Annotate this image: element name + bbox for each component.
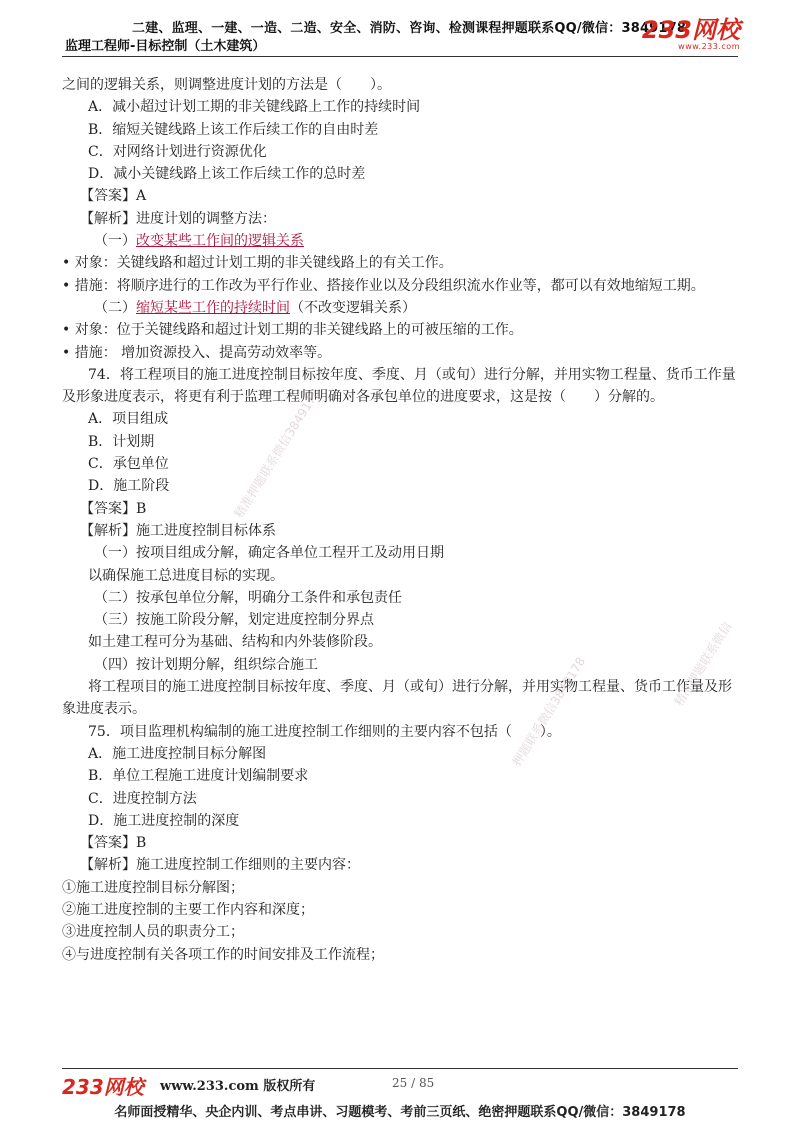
highlight-text: 缩短某些工作的持续时间 bbox=[136, 299, 290, 316]
header-promo-line: 二建、监理、一建、一造、二造、安全、消防、咨询、检测课程押题联系QQ/微信：3849178 bbox=[132, 21, 687, 36]
bullet-item: • 对象：关键线路和超过计划工期的非关键线路上的有关工作。 bbox=[62, 255, 453, 272]
footer-promo-line: 名师面授精华、央企内训、考点串讲、习题模考、考前三页纸、绝密押题联系QQ/微信：3849178 bbox=[114, 1105, 686, 1120]
document-body bbox=[62, 74, 738, 966]
answer-label: 【答案】B bbox=[80, 500, 147, 517]
brand-logo-url: www.233.com bbox=[678, 42, 740, 51]
analysis-item: （二）按承包单位分解，明确分工条件和承包责任 bbox=[94, 589, 402, 606]
option-c: C．进度控制方法 bbox=[88, 790, 197, 807]
analysis-text: 以确保施工总进度目标的实现。 bbox=[88, 567, 284, 584]
option-a: A．施工进度控制目标分解图 bbox=[88, 745, 267, 762]
option-b: B．缩短关键线路上该工作后续工作的自由时差 bbox=[88, 121, 379, 138]
brand-logo bbox=[642, 18, 740, 51]
analysis-text: 如土建工程可分为基础、结构和内外装修阶段。 bbox=[88, 634, 382, 651]
page-number: 25 / 85 bbox=[392, 1076, 435, 1090]
numbered-item: ③进度控制人员的职责分工； bbox=[62, 924, 244, 941]
heading-number: （二） bbox=[94, 299, 136, 316]
watermark-text: 精准押题联系微信 bbox=[671, 619, 735, 709]
bullet-item: • 对象：位于关键线路和超过计划工期的非关键线路上的可被压缩的工作。 bbox=[62, 322, 523, 339]
footer-copyright: www.233.com 版权所有 bbox=[160, 1079, 316, 1094]
bullet-item: • 措施：将顺序进行的工作改为平行作业、搭接作业以及分段组织流水作业等，都可以有效地缩短工期。 bbox=[62, 277, 705, 294]
analysis-paragraph: 将工程项目的施工进度控制目标按年度、季度、月（或旬）进行分解，并用实物工程量、货币工作量及形象进度表示。 bbox=[62, 679, 732, 718]
heading-note: （不改变逻辑关系） bbox=[290, 299, 416, 316]
option-b: B．计划期 bbox=[88, 433, 155, 450]
analysis-label: 【解析】进度计划的调整方法： bbox=[80, 210, 276, 227]
analysis-heading-1 bbox=[62, 230, 738, 252]
watermark-text: 精准押题联系微信3849178 bbox=[231, 386, 323, 521]
analysis-heading-2 bbox=[62, 297, 738, 319]
analysis-label: 【解析】施工进度控制目标体系 bbox=[80, 522, 276, 539]
numbered-item: ②施工进度控制的主要工作内容和深度； bbox=[62, 901, 314, 918]
highlight-text: 改变某些工作间的逻辑关系 bbox=[136, 233, 304, 250]
option-a: A．项目组成 bbox=[88, 411, 169, 428]
option-a: A．减小超过计划工期的非关键线路上工作的持续时间 bbox=[88, 99, 421, 116]
analysis-item: （四）按计划期分解，组织综合施工 bbox=[94, 656, 318, 673]
footer-logo: 233网校 bbox=[62, 1075, 144, 1099]
option-c: C．承包单位 bbox=[88, 456, 169, 473]
analysis-item: （一）按项目组成分解，确定各单位工程开工及动用日期 bbox=[94, 545, 444, 562]
brand-logo-mark: 233网校 bbox=[641, 16, 740, 44]
heading-number: （一） bbox=[94, 233, 136, 250]
question-74: 74．将工程项目的施工进度控制目标按年度、季度、月（或旬）进行分解，并用实物工程量、货币工作量及形象进度表示，将更有利于监理工程师明确对各承包单位的进度要求，这是按（ ）分解的。 bbox=[62, 366, 736, 406]
option-c: C．对网络计划进行资源优化 bbox=[88, 143, 267, 160]
option-d: D．减小关键线路上该工作后续工作的总时差 bbox=[88, 166, 366, 183]
numbered-item: ①施工进度控制目标分解图； bbox=[62, 879, 244, 896]
question-75: 75．项目监理机构编制的施工进度控制工作细则的主要内容不包括（ ）。 bbox=[88, 723, 561, 740]
bullet-item: • 措施： 增加资源投入、提高劳动效率等。 bbox=[62, 344, 332, 361]
answer-label: 【答案】A bbox=[80, 188, 147, 205]
question-73-tail: 之间的逻辑关系，则调整进度计划的方法是（ ）。 bbox=[62, 77, 391, 93]
footer-divider bbox=[62, 1068, 738, 1069]
option-b: B．单位工程施工进度计划编制要求 bbox=[88, 768, 309, 785]
document-subtitle: 监理工程师-目标控制（土木建筑） bbox=[65, 39, 266, 54]
option-d: D．施工进度控制的深度 bbox=[88, 812, 240, 829]
answer-label: 【答案】B bbox=[80, 835, 147, 852]
analysis-item: （三）按施工阶段分解，划定进度控制分界点 bbox=[94, 612, 374, 629]
analysis-label: 【解析】施工进度控制工作细则的主要内容： bbox=[80, 857, 360, 874]
watermark-text: 押题联系微信3849178 bbox=[509, 654, 589, 769]
numbered-item: ④与进度控制有关各项工作的时间安排及工作流程； bbox=[62, 946, 384, 963]
header-divider bbox=[62, 56, 738, 57]
option-d: D．施工阶段 bbox=[88, 478, 170, 495]
